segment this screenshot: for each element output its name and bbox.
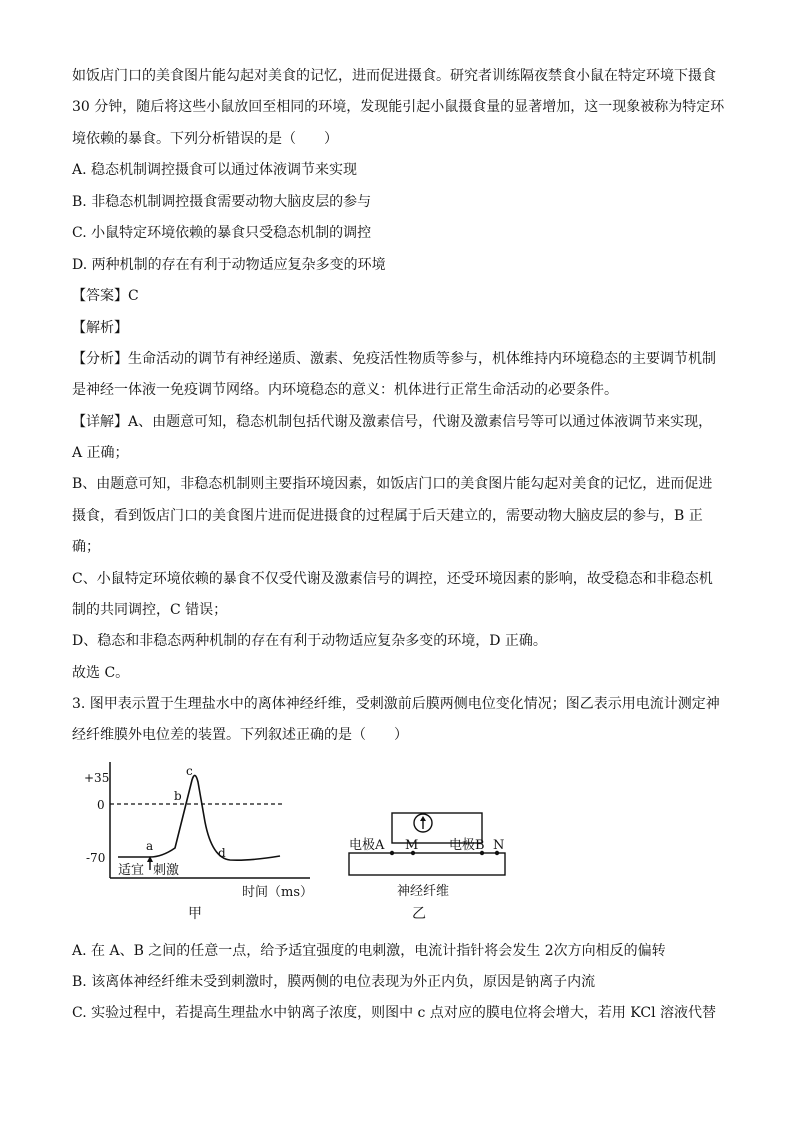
text-line: 【详解】A、由题意可知，稳态机制包括代谢及激素信号，代谢及激素信号等可以通过体液调节来实现， xyxy=(72,414,713,430)
text-line: 【答案】C xyxy=(72,288,139,304)
text-line: D、稳态和非稳态两种机制的存在有利于动物适应复杂多变的环境，D 正确。 xyxy=(72,633,547,649)
text-line: 【分析】生命活动的调节有神经递质、激素、免疫活性物质等参与，机体维持内环境稳态的主要调节机制 xyxy=(72,351,716,367)
tick-plus35: +35 xyxy=(84,771,110,785)
text-line: 【解析】 xyxy=(72,320,128,336)
text-line: 故选 C。 xyxy=(72,665,130,681)
tick-0: 0 xyxy=(97,798,105,812)
text-line: B. 非稳态机制调控摄食需要动物大脑皮层的参与 xyxy=(72,194,372,210)
stimulus-label: 适宜 xyxy=(118,863,145,878)
m-label: M xyxy=(405,838,419,853)
text-line: 境依赖的暴食。下列分析错误的是（ ） xyxy=(72,131,338,147)
text-line: 确； xyxy=(72,539,100,555)
text-line: 摄食，看到饭店门口的美食图片进而促进摄食的过程属于后天建立的，需要动物大脑皮层的参与，B 正 xyxy=(72,508,703,524)
text-line: B. 该离体神经纤维未受到刺激时，膜两侧的电位表现为外正内负，原因是钠离子内流 xyxy=(72,974,596,990)
galvanometer-apparatus xyxy=(345,805,510,900)
electrode-b-label: 电极B xyxy=(449,838,485,853)
text-line: A. 稳态机制调控摄食可以通过体液调节来实现 xyxy=(72,162,358,178)
potential-curve xyxy=(118,775,280,860)
membrane-potential-graph xyxy=(80,760,320,900)
text-line: A. 在 A、B 之间的任意一点，给予适宜强度的电刺激，电流计指针将会发生 2次方向相反的偏转 xyxy=(72,943,666,959)
text-line: 30 分钟，随后将这些小鼠放回至相同的环境，发现能引起小鼠摄食量的显著增加，这一现象被称为特定环 xyxy=(72,99,725,115)
text-line: C、小鼠特定环境依赖的暴食不仅受代谢及激素信号的调控，还受环境因素的影响，故受稳态和非稳态机 xyxy=(72,571,713,587)
point-c: c xyxy=(186,764,193,778)
figure-jia-caption: 甲 xyxy=(188,906,202,922)
figure-yi-caption: 乙 xyxy=(412,906,426,922)
text-line: 经纤维膜外电位差的装置。下列叙述正确的是（ ） xyxy=(72,727,408,743)
tick-minus70: -70 xyxy=(86,851,106,865)
text-line: A 正确； xyxy=(72,445,129,461)
stimulus-label-2: 刺激 xyxy=(153,863,180,878)
text-line: 如饭店门口的美食图片能勾起对美食的记忆，进而促进摄食。研究者训练隔夜禁食小鼠在特定环境下摄食 xyxy=(72,68,716,84)
n-label: N xyxy=(493,838,505,853)
text-line: B、由题意可知，非稳态机制则主要指环境因素，如饭店门口的美食图片能勾起对美食的记忆，进而促进 xyxy=(72,476,713,492)
point-a: a xyxy=(146,839,154,853)
x-axis-label: 时间（ms） xyxy=(242,885,313,900)
electrode-a-label: 电极A xyxy=(349,838,385,853)
fiber-label: 神经纤维 xyxy=(397,884,450,899)
text-line: 是神经一体液一免疫调节网络。内环境稳态的意义：机体进行正常生命活动的必要条件。 xyxy=(72,382,618,398)
text-line: C. 小鼠特定环境依赖的暴食只受稳态机制的调控 xyxy=(72,225,372,241)
text-line: D. 两种机制的存在有利于动物适应复杂多变的环境 xyxy=(72,257,386,273)
point-d: d xyxy=(218,846,226,860)
text-line: C. 实验过程中，若提高生理盐水中钠离子浓度，则图中 c 点对应的膜电位将会增大，若用 KCl 溶液代替 xyxy=(72,1005,717,1021)
text-line: 3. 图甲表示置于生理盐水中的离体神经纤维，受刺激前后膜两侧电位变化情况；图乙表示用电流计测定神 xyxy=(72,696,720,712)
text-line: 制的共同调控，C 错误； xyxy=(72,602,228,618)
point-b: b xyxy=(174,789,182,803)
